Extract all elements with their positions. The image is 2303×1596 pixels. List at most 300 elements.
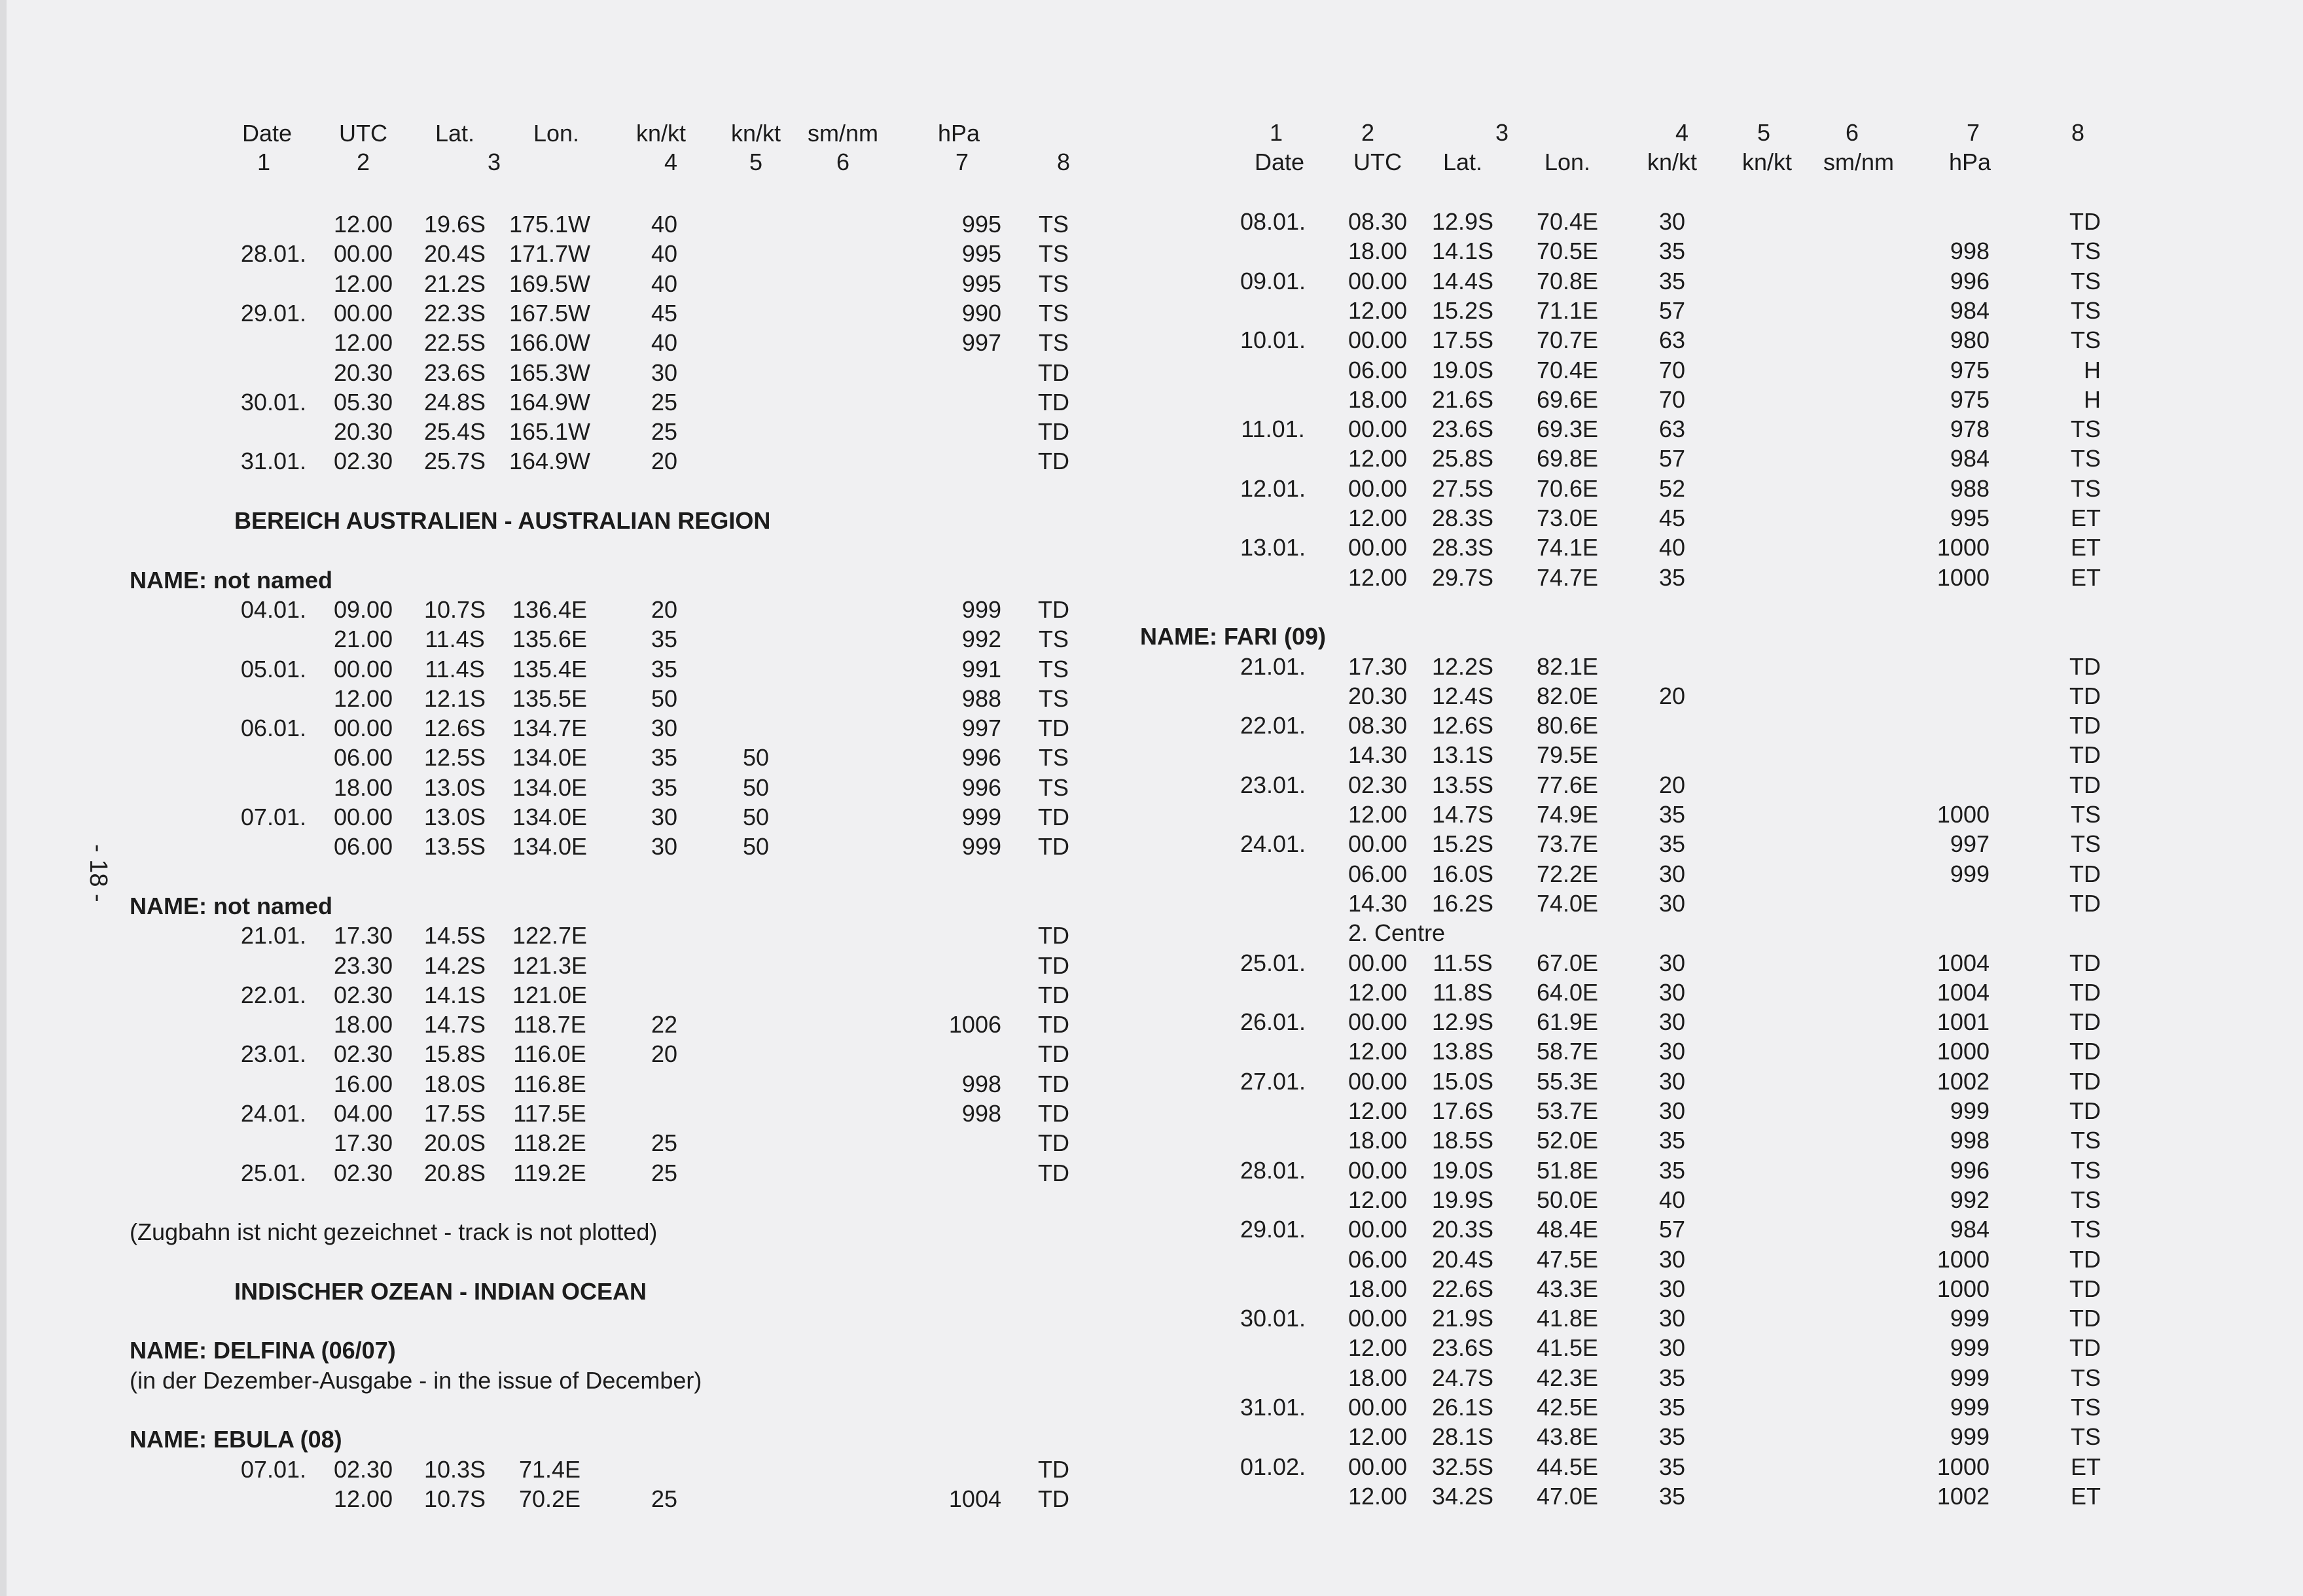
cell-class: TD [2069,1038,2101,1065]
cell-lat: 11.4S [425,655,485,683]
cell-pressure-hpa: 1004 [1937,978,1990,1006]
cell-class: H [2084,385,2101,413]
cell-utc: 12.00 [333,211,393,238]
cell-utc: 21.00 [333,626,393,653]
cell-lat: 15.2S [1431,830,1494,858]
header-label-radius-nm: sm/nm [1823,149,1894,175]
cell-utc: 08.30 [1348,712,1408,739]
cell-wind-kt: 45 [651,299,678,327]
cell-utc: 02.30 [333,448,393,475]
cell-class: TD [1038,595,1069,623]
cell-pressure-hpa: 997 [1950,830,1990,858]
cell-class: TD [2069,949,2101,976]
cell-date: 31.01. [240,448,306,475]
cell-utc: 06.00 [1348,860,1408,887]
cell-lat: 26.1S [1431,1394,1494,1421]
cell-utc: 00.00 [1348,267,1408,294]
cell-wind-kt: 30 [1658,1305,1686,1332]
cell-utc: 00.00 [1348,830,1408,858]
cell-lon: 135.4E [512,655,588,683]
note-text: (in der Dezember-Ausgabe - in the issue of December) [130,1366,702,1394]
cell-wind-kt: 35 [1658,1453,1686,1480]
cell-pressure-hpa: 1002 [1937,1482,1990,1510]
cell-utc: 12.00 [333,270,393,297]
cell-lat: 23.6S [423,359,486,386]
cell-date: 07.01. [240,1455,306,1483]
cell-date: 06.01. [240,715,306,742]
cell-lon: 43.8E [1536,1423,1599,1451]
header-label-pressure-hpa: hPa [1948,149,1991,175]
cell-lon: 136.4E [512,595,588,623]
cell-class: TS [2070,267,2101,294]
cell-class: TS [2070,1156,2101,1184]
cell-wind-kt: 30 [1658,1334,1686,1362]
cell-class: TS [2070,1423,2101,1451]
header-number-pressure-hpa: 7 [955,149,969,175]
cell-lat: 15.0S [1431,1067,1494,1095]
cell-date: 21.01. [1240,652,1306,680]
header-label-lat: Lat. [435,120,475,147]
cell-lat: 14.1S [423,981,486,1008]
cell-wind-kt: 50 [651,684,678,712]
cell-pressure-hpa: 978 [1950,416,1990,443]
cell-class: TD [2069,889,2101,917]
cell-date: 25.01. [1240,949,1306,976]
cell-lat: 12.1S [423,684,486,712]
cell-lon: 52.0E [1536,1127,1599,1154]
cell-lat: 14.7S [1431,801,1494,828]
cell-class: TS [1038,684,1069,712]
cell-wind-kt: 30 [1658,1067,1686,1095]
cell-lon: 70.6E [1536,474,1599,502]
section-heading: INDISCHER OZEAN - INDIAN OCEAN [234,1277,647,1305]
cell-utc: 02.30 [1348,771,1408,798]
cell-lon: 69.8E [1536,445,1599,472]
cell-wind-kt: 35 [1658,1394,1686,1421]
cell-lon: 41.8E [1536,1305,1599,1332]
sub-note: 2. Centre [1348,919,1446,947]
cell-utc: 00.00 [333,655,393,683]
cell-lat: 13.8S [1431,1038,1494,1065]
cell-wind-kt: 30 [1658,860,1686,887]
cell-lon: 118.7E [513,1011,586,1038]
cell-pressure-hpa: 984 [1950,445,1990,472]
cell-class: TS [2070,416,2101,443]
cell-pressure-hpa: 992 [1950,1186,1990,1213]
cell-utc: 12.00 [1348,978,1408,1006]
cell-lon: 74.1E [1536,534,1599,561]
cell-utc: 12.00 [1348,445,1408,472]
cell-lat: 12.4S [1431,682,1494,709]
cell-lon: 164.9W [509,448,591,475]
cell-date: 27.01. [1240,1067,1306,1095]
cell-class: TD [1038,1455,1069,1483]
cell-lat: 22.3S [423,299,486,327]
cell-gust-kt: 50 [742,773,770,801]
cell-utc: 00.00 [1348,416,1408,443]
cell-wind-kt: 25 [651,1159,678,1186]
cell-date: 13.01. [1240,534,1306,561]
cell-lon: 42.3E [1536,1364,1599,1391]
cell-utc: 16.00 [333,1070,393,1097]
cell-class: TS [1038,329,1069,357]
cell-class: TS [2070,1364,2101,1391]
cell-class: TS [2070,474,2101,502]
cell-lat: 14.7S [423,1011,486,1038]
cell-lat: 11.5S [1433,949,1493,976]
cell-lon: 43.3E [1536,1275,1599,1302]
cell-utc: 00.00 [1348,1305,1408,1332]
cell-class: H [2084,356,2101,383]
cell-wind-kt: 30 [1658,1097,1686,1124]
cell-utc: 09.00 [333,595,393,623]
cell-pressure-hpa: 990 [961,299,1001,327]
cell-pressure-hpa: 999 [1950,860,1990,887]
cell-class: TD [1038,804,1069,830]
cell-utc: 08.30 [1348,208,1408,235]
cell-date: 26.01. [1240,1008,1306,1036]
cell-pressure-hpa: 995 [961,211,1001,238]
cell-lat: 19.0S [1431,356,1494,383]
cell-lon: 82.0E [1536,682,1599,709]
note-text: (Zugbahn ist nicht gezeichnet - track is not plotted) [130,1218,658,1246]
cell-lon: 47.0E [1536,1482,1599,1510]
cell-lat: 10.7S [423,595,486,623]
cell-pressure-hpa: 999 [1950,1364,1990,1391]
cell-lat: 18.5S [1431,1127,1494,1154]
cell-utc: 00.00 [1348,949,1408,976]
cell-utc: 12.00 [1348,1097,1408,1124]
cell-date: 08.01. [1240,208,1306,235]
cell-utc: 12.00 [333,329,393,357]
cell-utc: 12.00 [333,1485,393,1512]
cell-lon: 82.1E [1536,652,1599,680]
cell-utc: 18.00 [1348,385,1408,413]
cell-wind-kt: 25 [651,1485,678,1512]
cell-lon: 61.9E [1536,1008,1599,1036]
cell-class: TS [2070,327,2101,354]
cell-pressure-hpa: 998 [961,1100,1001,1127]
cell-date: 25.01. [240,1159,306,1186]
cell-lon: 119.2E [513,1159,586,1186]
cell-pressure-hpa: 1000 [1937,563,1990,591]
header-label-date: Date [241,120,293,147]
cell-gust-kt: 50 [742,804,770,830]
cell-lat: 13.1S [1431,741,1494,769]
cell-pressure-hpa: 995 [961,270,1001,297]
cell-utc: 00.00 [1348,1008,1408,1036]
cell-lon: 134.0E [512,804,588,830]
cell-lon: 175.1W [509,211,591,238]
cell-lat: 14.1S [1431,238,1494,265]
cell-pressure-hpa: 1000 [1937,1245,1990,1273]
cell-lat: 17.5S [423,1100,486,1127]
cell-wind-kt: 35 [651,655,678,683]
cell-lat: 22.5S [423,329,486,357]
cell-lon: 134.0E [512,773,588,801]
header-label-date: Date [1254,149,1305,175]
header-label-utc: UTC [1353,149,1402,175]
cell-wind-kt: 52 [1658,474,1686,502]
cell-class: TS [2070,1394,2101,1421]
cell-date: 22.01. [1240,712,1306,739]
storm-name: NAME: not named [130,892,332,919]
cell-lon: 116.8E [513,1070,586,1097]
cell-lat: 17.5S [1431,327,1494,354]
cell-class: TD [1038,1070,1069,1097]
page-number: - 18 - [84,844,112,902]
cell-pressure-hpa: 992 [961,626,1001,653]
cell-utc: 17.30 [333,1129,393,1157]
cell-lon: 135.5E [512,684,588,712]
cell-date: 23.01. [240,1040,306,1068]
cell-wind-kt: 40 [651,329,678,357]
cell-lon: 70.4E [1536,356,1599,383]
cell-pressure-hpa: 998 [961,1070,1001,1097]
cell-lat: 12.9S [1431,1008,1494,1036]
cell-pressure-hpa: 984 [1950,296,1990,324]
cell-class: TD [2069,652,2101,680]
cell-class: TD [2069,741,2101,769]
cell-lat: 29.7S [1431,563,1494,591]
cell-utc: 20.30 [333,418,393,446]
cell-utc: 18.00 [333,773,393,801]
header-label-lon: Lon. [1544,149,1591,175]
cell-lon: 73.0E [1536,505,1599,531]
cell-lon: 121.0E [512,981,588,1008]
cell-class: ET [2070,1453,2101,1480]
cell-utc: 02.30 [333,1040,393,1068]
cell-date: 29.01. [240,299,306,327]
cell-lon: 69.3E [1536,416,1599,443]
cell-lat: 28.3S [1431,505,1494,531]
cell-lat: 11.4S [425,626,485,653]
cell-class: TD [1038,418,1069,446]
cell-lon: 47.5E [1536,1245,1599,1273]
cell-class: TS [2070,238,2101,265]
cell-utc: 00.00 [1348,1394,1408,1421]
cell-utc: 06.00 [1348,356,1408,383]
cell-pressure-hpa: 1000 [1937,1453,1990,1480]
cell-class: TS [2070,830,2101,858]
header-number-radius-nm: 6 [1845,119,1859,146]
cell-utc: 17.30 [1348,652,1408,680]
cell-date: 30.01. [1240,1305,1306,1332]
cell-lat: 21.6S [1431,385,1494,413]
cell-lon: 74.0E [1536,889,1599,917]
cell-lat: 16.0S [1431,860,1494,887]
cell-lat: 10.3S [423,1455,486,1483]
cell-lon: 69.6E [1536,385,1599,413]
cell-lat: 18.0S [423,1070,486,1097]
cell-class: TD [2069,1067,2101,1095]
cell-wind-kt: 40 [1658,534,1686,561]
cell-date: 04.01. [240,595,306,623]
cell-lon: 67.0E [1536,949,1599,976]
cell-pressure-hpa: 995 [1950,505,1990,531]
header-number-pressure-hpa: 7 [1966,119,1980,146]
cell-class: TS [1038,655,1069,683]
header-number-lat: 3 [487,149,501,175]
cell-wind-kt: 30 [651,715,678,742]
cell-class: ET [2070,563,2101,591]
cell-lat: 12.6S [423,715,486,742]
cell-utc: 12.00 [1348,296,1408,324]
cell-class: TD [1038,981,1069,1008]
cell-pressure-hpa: 996 [961,773,1001,801]
cell-lon: 134.7E [512,715,588,742]
header-label-lat: Lat. [1442,149,1483,175]
cell-wind-kt: 35 [1658,1156,1686,1184]
cell-lat: 21.2S [423,270,486,297]
cell-pressure-hpa: 991 [961,655,1001,683]
cell-utc: 02.30 [333,1159,393,1186]
cell-lat: 23.6S [1431,416,1494,443]
cell-class: TS [2070,1127,2101,1154]
cell-pressure-hpa: 999 [1950,1097,1990,1124]
cell-lat: 14.5S [423,922,486,949]
cell-utc: 14.30 [1348,889,1408,917]
cell-pressure-hpa: 1000 [1937,1038,1990,1065]
cell-wind-kt: 35 [1658,267,1686,294]
cell-class: TD [1038,1485,1069,1512]
cell-date: 23.01. [1240,771,1306,798]
cell-date: 24.01. [1240,830,1306,858]
cell-class: TS [1038,744,1069,771]
cell-pressure-hpa: 996 [1950,1156,1990,1184]
cell-lat: 20.4S [423,240,486,268]
cell-class: TS [1038,270,1069,297]
cell-lat: 19.9S [1431,1186,1494,1213]
storm-name: NAME: not named [130,566,332,594]
cell-lat: 13.5S [1431,771,1494,798]
cell-wind-kt: 20 [1658,682,1686,709]
cell-pressure-hpa: 999 [961,804,1001,830]
cell-class: TD [1038,1159,1069,1186]
cell-lon: 70.5E [1536,238,1599,265]
cell-lon: 72.2E [1536,860,1599,887]
cell-class: TD [2069,1275,2101,1302]
cell-lat: 19.6S [423,211,486,238]
cell-date: 30.01. [240,388,306,416]
cell-class: TD [1038,1040,1069,1068]
cell-lon: 80.6E [1536,712,1599,739]
cell-utc: 06.00 [333,744,393,771]
cell-wind-kt: 57 [1658,445,1686,472]
cell-pressure-hpa: 975 [1950,385,1990,413]
cell-class: ET [2070,534,2101,561]
cell-class: TD [2069,1334,2101,1362]
header-number-gust-kt: 5 [1757,119,1771,146]
cell-wind-kt: 63 [1658,416,1686,443]
storm-name: NAME: EBULA (08) [130,1426,342,1453]
cell-lat: 27.5S [1431,474,1494,502]
cell-wind-kt: 22 [651,1011,678,1038]
header-label-pressure-hpa: hPa [937,120,980,147]
header-number-radius-nm: 6 [836,149,850,175]
cell-class: TS [2070,296,2101,324]
header-number-class: 8 [1056,149,1071,175]
cell-utc: 12.00 [1348,1482,1408,1510]
cell-pressure-hpa: 984 [1950,1216,1990,1243]
cell-class: TD [1038,1011,1069,1038]
cell-lon: 70.8E [1536,267,1599,294]
header-number-class: 8 [2071,119,2085,146]
cell-class: TD [1038,951,1069,979]
cell-lon: 42.5E [1536,1394,1599,1421]
cell-pressure-hpa: 996 [961,744,1001,771]
cell-wind-kt: 30 [651,833,678,860]
cell-class: TD [1038,1100,1069,1127]
cell-class: TD [1038,388,1069,416]
cell-pressure-hpa: 995 [961,240,1001,268]
cell-class: TD [2069,978,2101,1006]
cell-date: 29.01. [1240,1216,1306,1243]
cell-utc: 05.30 [333,388,393,416]
cell-class: ET [2070,505,2101,531]
cell-lat: 21.9S [1431,1305,1494,1332]
header-label-utc: UTC [339,120,387,147]
cell-lon: 117.5E [513,1100,586,1127]
cell-utc: 00.00 [1348,474,1408,502]
cell-wind-kt: 70 [1658,385,1686,413]
section-heading: BEREICH AUSTRALIEN - AUSTRALIAN REGION [234,507,771,534]
cell-wind-kt: 35 [1658,801,1686,828]
header-label-wind-kt: kn/kt [635,120,687,147]
cell-class: TS [2070,1186,2101,1213]
cell-wind-kt: 25 [651,1129,678,1157]
cell-lon: 165.1W [509,418,591,446]
cell-lat: 12.2S [1431,652,1494,680]
cell-wind-kt: 30 [1658,978,1686,1006]
cell-lat: 34.2S [1431,1482,1494,1510]
cell-class: TD [2069,1097,2101,1124]
cell-lon: 71.4E [518,1455,581,1483]
cell-wind-kt: 40 [651,270,678,297]
cell-pressure-hpa: 1004 [948,1485,1001,1512]
cell-wind-kt: 25 [651,388,678,416]
cell-utc: 18.00 [1348,1364,1408,1391]
cell-utc: 00.00 [333,299,393,327]
cell-wind-kt: 35 [1658,1364,1686,1391]
cell-lat: 20.4S [1431,1245,1494,1273]
cell-lon: 116.0E [513,1040,586,1068]
cell-utc: 18.00 [1348,1275,1408,1302]
cell-pressure-hpa: 975 [1950,356,1990,383]
cell-pressure-hpa: 996 [1950,267,1990,294]
cell-utc: 18.00 [333,1011,393,1038]
cell-utc: 12.00 [1348,1423,1408,1451]
cell-utc: 00.00 [1348,1067,1408,1095]
cell-pressure-hpa: 1001 [1937,1008,1990,1036]
cell-lon: 164.9W [509,388,591,416]
cell-lat: 25.4S [423,418,486,446]
cell-pressure-hpa: 999 [1950,1394,1990,1421]
cell-wind-kt: 30 [651,359,678,386]
cell-class: ET [2070,1482,2101,1510]
cell-utc: 06.00 [1348,1245,1408,1273]
cell-utc: 00.00 [1348,1156,1408,1184]
cell-lat: 11.8S [1433,978,1493,1006]
cell-pressure-hpa: 1000 [1937,801,1990,828]
cell-pressure-hpa: 998 [1950,1127,1990,1154]
cell-utc: 12.00 [333,684,393,712]
cell-wind-kt: 30 [1658,208,1686,235]
header-number-date: 1 [1269,119,1283,146]
cell-date: 01.02. [1240,1453,1306,1480]
cell-lon: 165.3W [509,359,591,386]
cell-lon: 70.4E [1536,208,1599,235]
